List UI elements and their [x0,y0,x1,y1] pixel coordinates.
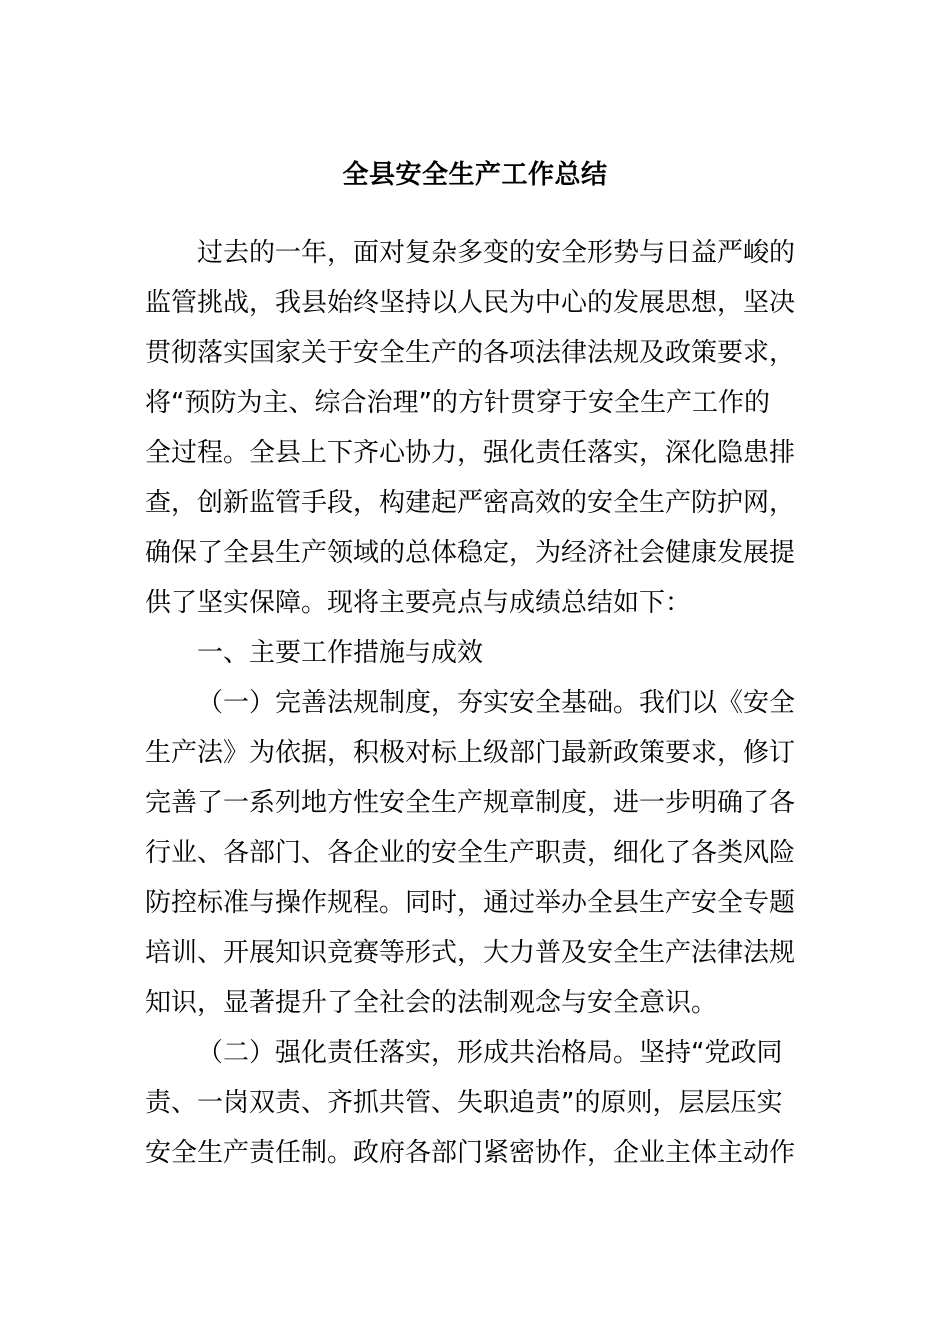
paragraph-1-line-3: 完善了一系列地方性安全生产规章制度，进一步明确了各 [145,788,796,818]
paragraph-1-line-5: 防控标准与操作规程。同时，通过举办全县生产安全专题 [145,888,796,918]
paragraph-intro-line-2: 监管挑战，我县始终坚持以人民为中心的发展思想，坚决 [145,288,796,318]
paragraph-2-line-1: （二）强化责任落实，形成共治格局。坚持“党政同 [197,1038,783,1068]
paragraph-intro-line-4: 将“预防为主、综合治理”的方针贯穿于安全生产工作的 [145,388,770,418]
paragraph-1-line-7: 知识，显著提升了全社会的法制观念与安全意识。 [145,988,718,1018]
section-heading-1: 一、主要工作措施与成效 [197,638,484,668]
paragraph-intro-line-6: 查，创新监管手段，构建起严密高效的安全生产防护网， [145,488,796,518]
paragraph-1-line-1: （一）完善法规制度，夯实安全基础。我们以《安全 [197,688,796,718]
document-body [145,228,795,1178]
paragraph-2-line-3: 安全生产责任制。政府各部门紧密协作，企业主体主动作 [145,1138,796,1168]
paragraph-intro-line-1: 过去的一年，面对复杂多变的安全形势与日益严峻的 [197,238,796,268]
paragraph-intro-line-3: 贯彻落实国家关于安全生产的各项法律法规及政策要求， [145,338,796,368]
paragraph-1-line-6: 培训、开展知识竞赛等形式，大力普及安全生产法律法规 [145,938,796,968]
paragraph-1-line-4: 行业、各部门、各企业的安全生产职责，细化了各类风险 [145,838,796,868]
paragraph-intro-line-7: 确保了全县生产领域的总体稳定，为经济社会健康发展提 [145,538,796,568]
paragraph-2-line-2: 责、一岗双责、齐抓共管、失职追责”的原则，层层压实 [145,1088,783,1118]
paragraph-1-line-2: 生产法》为依据，积极对标上级部门最新政策要求，修订 [145,738,796,768]
paragraph-intro-line-5: 全过程。全县上下齐心协力，强化责任落实，深化隐患排 [145,438,796,468]
document-title: 全县安全生产工作总结 [342,160,608,190]
paragraph-intro-line-8: 供了坚实保障。现将主要亮点与成绩总结如下： [145,588,692,618]
